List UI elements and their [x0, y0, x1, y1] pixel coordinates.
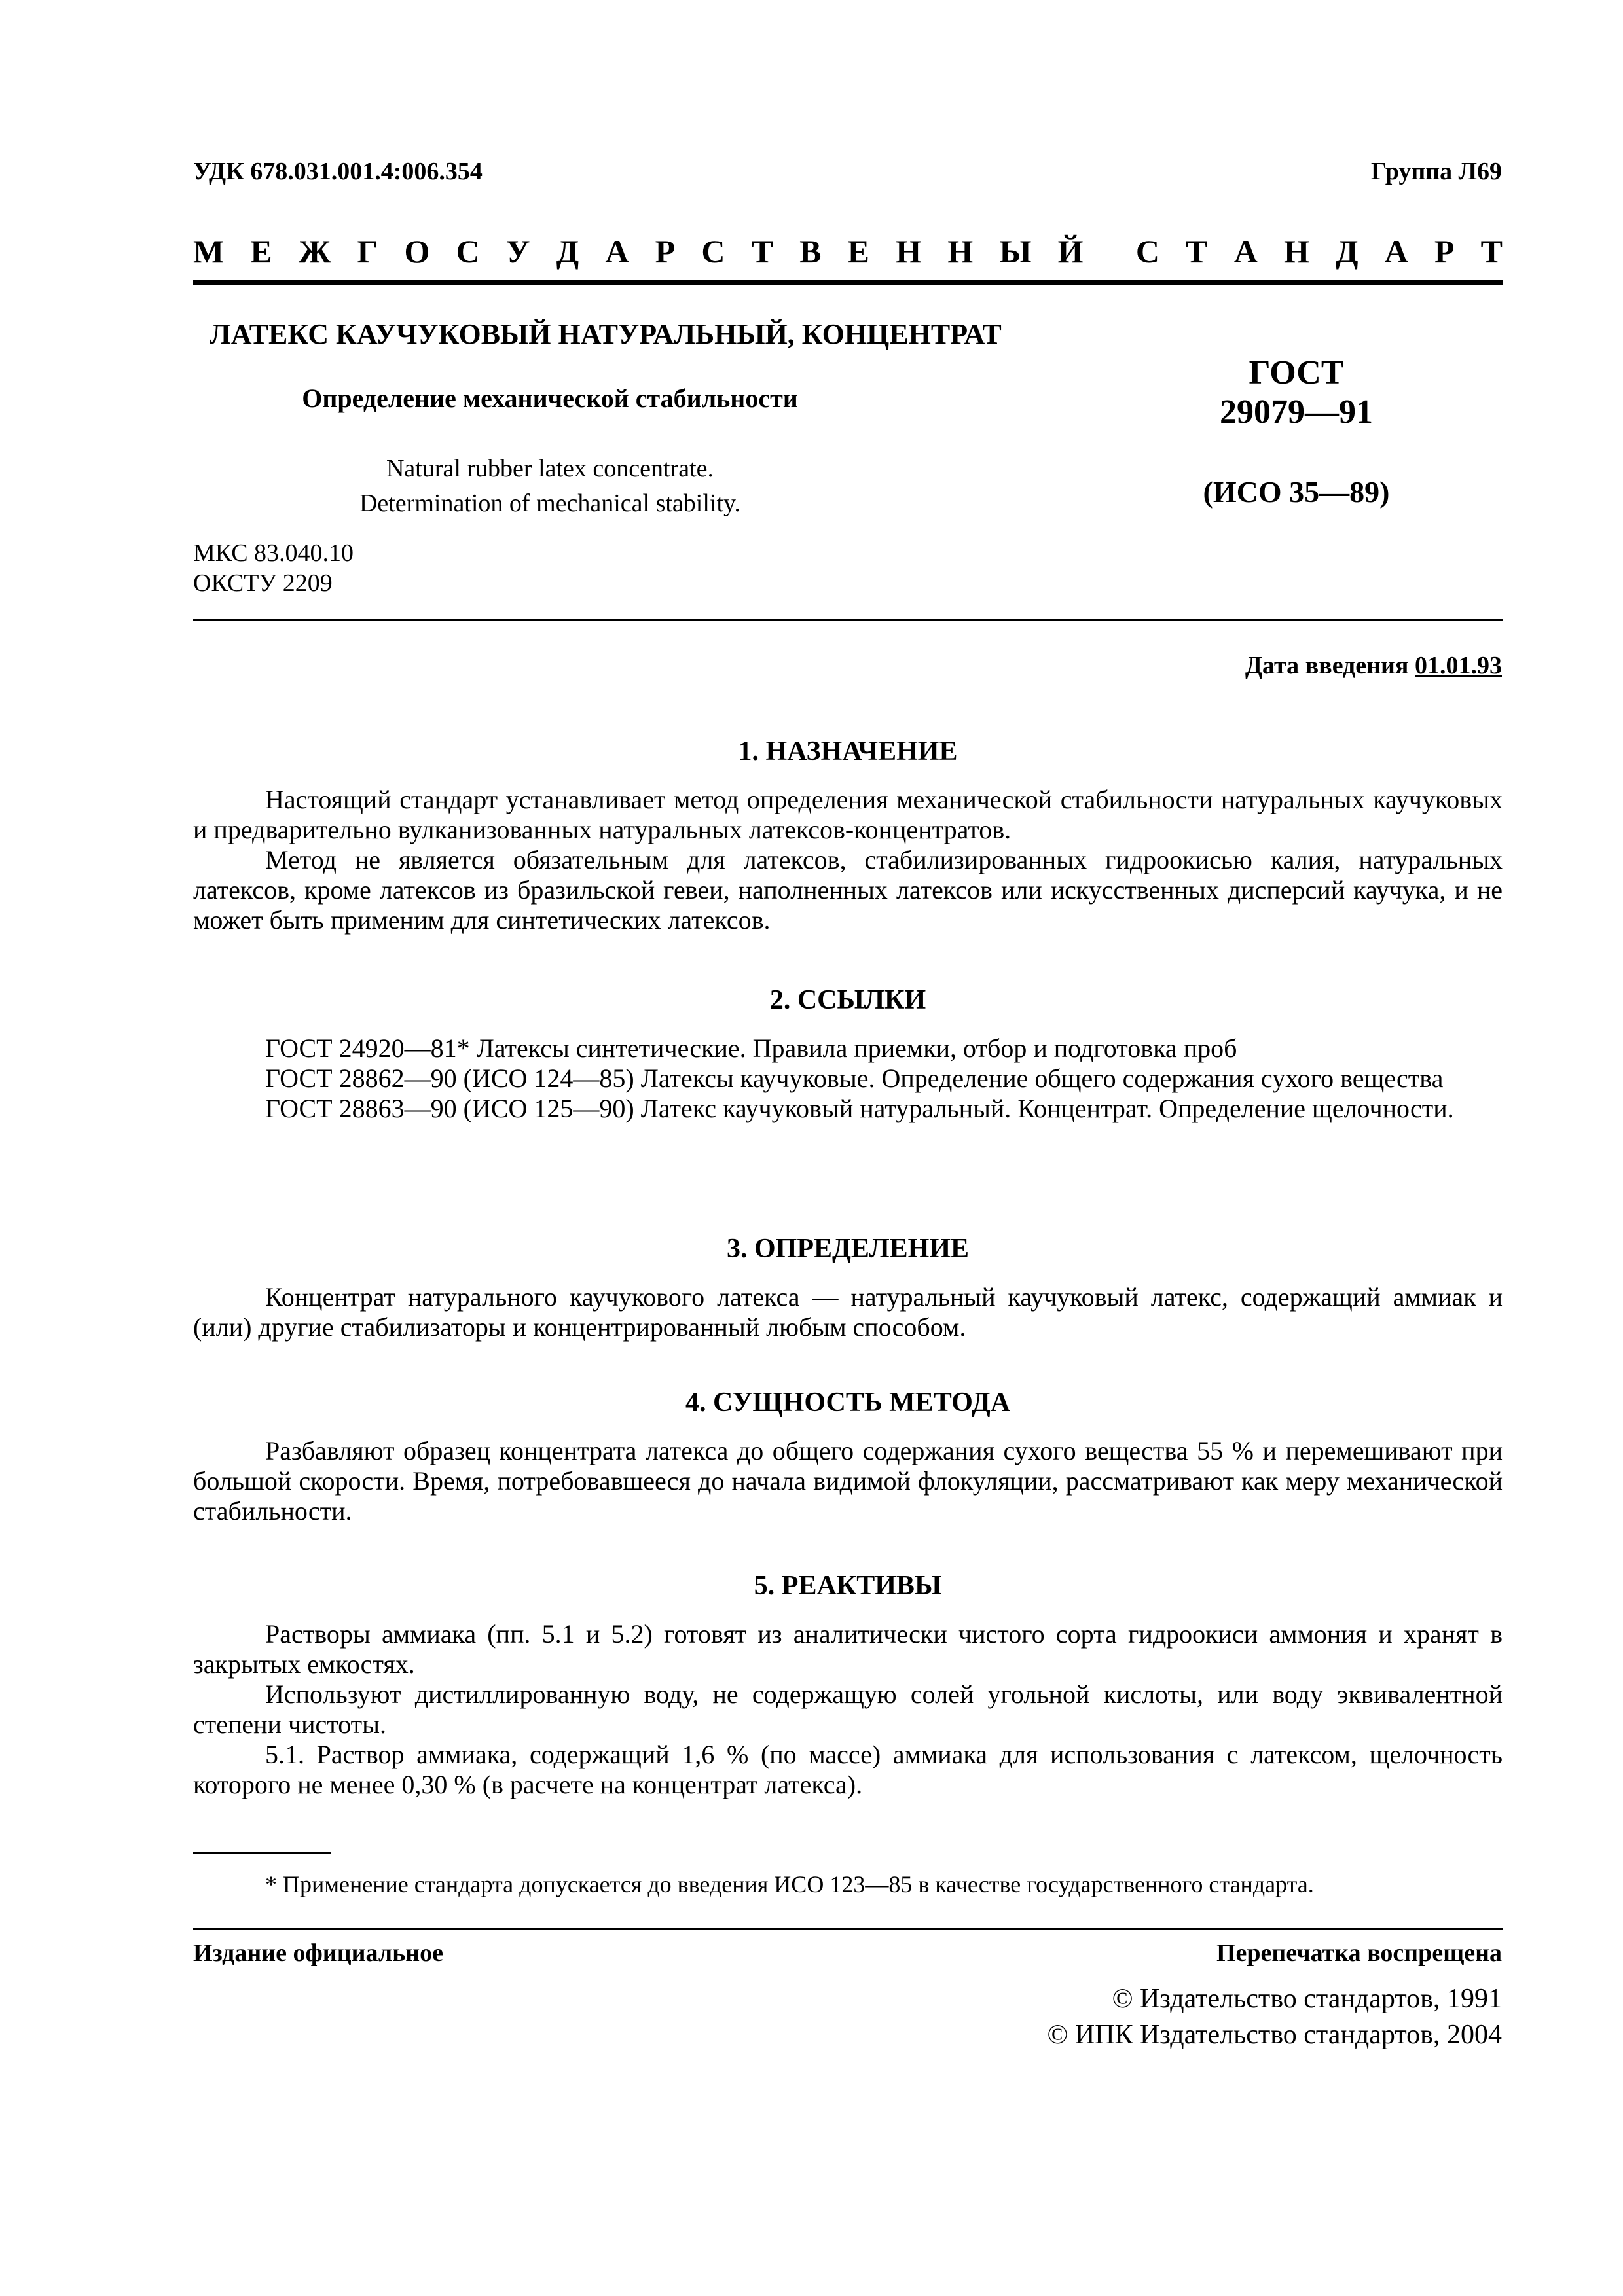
interstate-standard-banner: М Е Ж Г О С У Д А Р С Т В Е Н Н Ы Й С Т А Н Д А Р Т — [193, 233, 1503, 270]
section-reagents — [193, 1571, 1503, 1800]
paragraph: Растворы аммиака (пп. 5.1 и 5.2) готовят из аналитически чистого сорта гидроокиси аммония и хранят в закрытых емкостях. — [193, 1619, 1503, 1679]
footnote: * Применение стандарта допускается до введения ИСО 123—85 в качестве государственного стандарта. — [265, 1871, 1314, 1897]
section-purpose — [193, 736, 1503, 935]
reference-item: ГОСТ 24920—81* Латексы синтетические. Правила приемки, отбор и подготовка проб — [265, 1033, 1237, 1063]
reference-item: ГОСТ 28862—90 (ИСО 124—85) Латексы каучуковые. Определение общего содержания сухого вещества — [265, 1064, 1444, 1093]
footnote-divider — [193, 1852, 331, 1854]
section-definition — [193, 1234, 1503, 1342]
title-divider — [193, 619, 1503, 621]
section-heading: 5. РЕАКТИВЫ — [754, 1571, 942, 1601]
section-heading: 1. НАЗНАЧЕНИЕ — [738, 736, 958, 766]
paragraph: Настоящий стандарт устанавливает метод определения механической стабильности натуральных каучуковых и предварительно вулканизованных натуральных латексов-концентратов. — [193, 785, 1503, 844]
copyright-line: © ИПК Издательство стандартов, 2004 — [1047, 2020, 1502, 2050]
document-title: ЛАТЕКС КАУЧУКОВЫЙ НАТУРАЛЬНЫЙ, КОНЦЕНТРАТ — [210, 318, 1002, 350]
introduction-date: Дата введения 01.01.93 — [1245, 652, 1502, 679]
copyright-line: © Издательство стандартов, 1991 — [1112, 1984, 1502, 2014]
footer-divider — [193, 1928, 1503, 1930]
paragraph: Метод не является обязательным для латексов, стабилизированных гидроокисью калия, натуральных латексов, кроме латексов из бразильской гевеи, наполненных латексов или искусственных дисперсий каучука, и не может быть применим для синтетических латексов. — [193, 845, 1503, 935]
gost-number: ГОСТ 29079—91 — [1220, 354, 1373, 431]
paragraph: Разбавляют образец концентрата латекса до общего содержания сухого вещества 55 % и перемешивают при большой скорости. Время, потребовавшееся до начала видимой флокуляции, рассматривают как меру механической стабильности. — [193, 1436, 1503, 1526]
header-divider — [193, 280, 1503, 285]
paragraph: Концентрат натурального каучукового латекса — натуральный каучуковый латекс, содержащий аммиак и (или) другие стабилизаторы и концентрированный любым способом. — [193, 1282, 1503, 1342]
paragraph: 5.1. Раствор аммиака, содержащий 1,6 % (по массе) аммиака для использования с латексом, щелочность которого не менее 0,30 % (в расчете на концентрат латекса). — [193, 1740, 1503, 1799]
reference-item: ГОСТ 28863—90 (ИСО 125—90) Латекс каучуковый натуральный. Концентрат. Определение щелочности. — [265, 1094, 1454, 1123]
official-edition-label: Издание официальное — [193, 1939, 444, 1967]
english-title: Natural rubber latex concentrate. Determination of mechanical stability. — [359, 455, 741, 517]
section-references — [193, 985, 1503, 1124]
section-method — [193, 1388, 1503, 1526]
iso-reference: (ИСО 35—89) — [1203, 475, 1390, 509]
group-code: Группа Л69 — [1370, 158, 1502, 185]
section-heading: 4. СУЩНОСТЬ МЕТОДА — [685, 1388, 1011, 1418]
paragraph: Используют дистиллированную воду, не содержащую солей угольной кислоты, или воду эквивалентной степени чистоты. — [193, 1679, 1503, 1739]
reprint-prohibited-label: Перепечатка воспрещена — [1216, 1939, 1502, 1967]
document-subtitle: Определение механической стабильности — [302, 384, 798, 413]
section-heading: 3. ОПРЕДЕЛЕНИЕ — [726, 1234, 970, 1264]
classification-codes: МКС 83.040.10 ОКСТУ 2209 — [193, 539, 354, 597]
section-heading: 2. ССЫЛКИ — [769, 985, 926, 1015]
udk-code: УДК 678.031.001.4:006.354 — [193, 158, 483, 185]
